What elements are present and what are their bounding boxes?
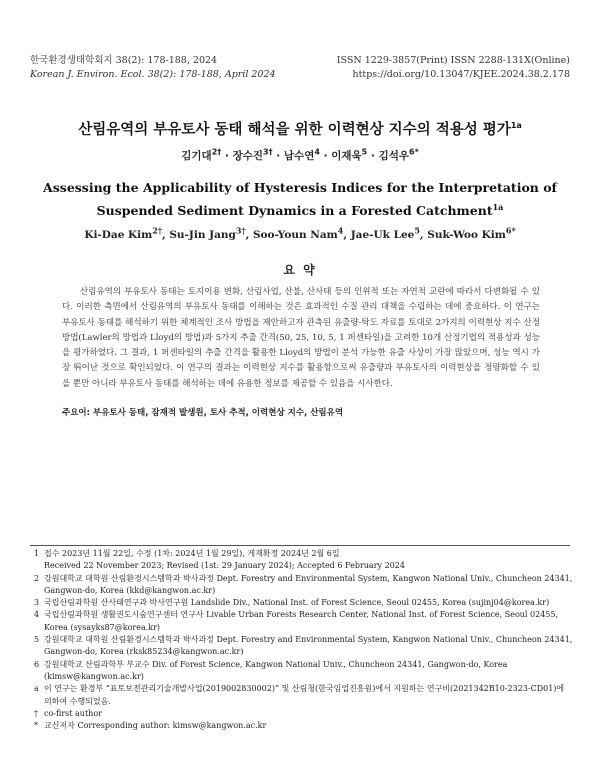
title-korean-text: 산림유역의 부유토사 동태 해석을 위한 이력현상 지수의 적용성 평가 bbox=[78, 122, 511, 138]
doi-link[interactable]: https://doi.org/10.13047/KJEE.2024.38.2.178 bbox=[352, 69, 570, 80]
abstract-body: 산림유역의 부유토사 동태는 토지이용 변화, 산림사업, 산불, 산사태 등의 인위적 또는 자연적 교란에 따라서 다변화될 수 있다. 이러한 측면에서 산림유역의 부유토사 동태를 이해하는 것은 효과적인 수질 관리 대책을 수립하는 데에 중요하다. 이 연구는 부유토사 동태를 해석하기 위한 체계적인 조사 방법을 제안하고자 관측된 유출량-탁도 자료를 토대로 2가지의 이력현상 지수 산정 방법(Lawler의 방법과 Lloyd의 방법)과 5가지 추출 간격(50, 25, 10, 5, 1 퍼센타일)을 고려한 10개 산정기법의 적용성과 성능을 평가하였다. 그 결과, 1 퍼센타일의 추출 간격을 활용한 Lloyd의 방법이 분석 가능한 유출 사상이 가장 많았으며, 성능 역시 가장 뛰어난 것으로 확인되었다. 이 연구의 결과는 이력현상 지수를 활용함으로써 유출량과 부유토사의 이력현상을 정량화할 수 있을 뿐만 아니라 부유토사 동태를 해석하는 데에 유용한 정보를 제공할 수 있음을 시사한다. bbox=[62, 287, 540, 389]
footnote-item: 5 강원대학교 대학원 산림환경시스템학과 박사과정 Dept. Forestry and Environmental System, Kangwon National Univ., Chuncheon 24341, Gangwon-do, Korea (rksk85234@kangwon.ac.kr) bbox=[34, 635, 573, 657]
author-ko-3: 남수연$^4$ bbox=[283, 147, 320, 162]
title-english-footnote-mark: 1a bbox=[492, 201, 504, 212]
footnote-item: 3 국립산림과학원 산사태연구과 박사연구원 Landslide Div., National Inst. of Forest Science, Seoul 02455, Korea (sujinj04@korea.kr) bbox=[34, 598, 550, 608]
author-ko-1: 김기대$^{2\dagger}$ bbox=[181, 147, 222, 162]
author-en-2: Su-Jin Jang$^{3\dagger}$ bbox=[169, 225, 246, 241]
author-en-4: Jae-Uk Lee$^5$ bbox=[350, 225, 420, 241]
authors-korean: 김기대$^{2\dagger}$ · 장수진$^{3\dagger}$ · 남수연$^4$ · 이재욱$^5$ · 김석우$^{6*}$ bbox=[181, 147, 419, 162]
title-english bbox=[30, 176, 570, 222]
footnote-item: 6 강원대학교 산림과학부 부교수 Div. of Forest Science, Kangwon National Univ., Chuncheon 24341, Gangwon-do, Korea (kimsw@kangwon.ac.kr) bbox=[34, 659, 508, 681]
footnote-item: † co-first author bbox=[34, 708, 102, 718]
keywords: 주요어: 부유토사 동태, 잠재적 발생원, 토사 추적, 이력현상 지수, 산림유역 bbox=[62, 408, 344, 418]
author-en-3: Soo-Youn Nam$^4$ bbox=[252, 225, 344, 241]
author-en-5: Suk-Woo Kim$^{6*}$ bbox=[427, 225, 516, 241]
author-ko-4: 이재욱$^5$ bbox=[331, 147, 368, 162]
footnote-divider bbox=[30, 545, 570, 546]
footnote-item: 1 접수 2023년 11월 22일, 수정 (1차: 2024년 1월 29일), 게재확정 2024년 2월 6일 bbox=[34, 549, 340, 558]
title-korean bbox=[0, 118, 600, 139]
journal-name-korean: 한국환경생태학회지 38(2): 178-188, 2024 bbox=[30, 55, 218, 66]
footnote-item: Received 22 November 2023; Revised (1st: 29 January 2024); Accepted 6 February 2024 bbox=[44, 561, 405, 571]
author-en-1: Ki-Dae Kim$^{2\dagger}$ bbox=[84, 225, 163, 241]
authors-english: Ki-Dae Kim$^{2\dagger}$, Su-Jin Jang$^{3\dagger}$, Soo-Youn Nam$^4$, Jae-Uk Lee$^5$, Suk-Woo Kim$^{6*}$ bbox=[84, 225, 516, 241]
title-english-text: Assessing the Applicability of Hysteresis Indices for the Interpretation of Suspended Sediment Dynamics in a Forested Catchment bbox=[43, 180, 557, 218]
footnote-item: a 이 연구는 환경부 “표토보전관리기술개발사업(2019002830002)” 및 산림청(한국임업진흥원)에서 지원하는 연구비(2021342B10-2323-CD01)에 의하여 수행되었음. bbox=[34, 684, 565, 706]
footnote-item: 2 강원대학교 대학원 산림환경시스템학과 박사과정 Dept. Forestry and Environmental System, Kangwon National Univ., Chuncheon 24341, Gangwon-do, Korea (kkd@kangwon.ac.kr) bbox=[34, 573, 573, 595]
issn: ISSN 1229-3857(Print) ISSN 2288-131X(Online) bbox=[336, 55, 570, 66]
author-ko-5: 김석우$^{6*}$ bbox=[378, 147, 419, 162]
footnotes bbox=[34, 548, 574, 732]
title-korean-footnote-mark: 1a bbox=[510, 121, 522, 131]
footnote-item: * 교신저자 Corresponding author: kimsw@kangwon.ac.kr bbox=[34, 721, 267, 731]
journal-citation bbox=[30, 54, 276, 82]
journal-identifiers bbox=[337, 54, 570, 82]
journal-name-english: Korean J. Environ. Ecol. 38(2): 178-188, April 2024 bbox=[30, 69, 276, 80]
abstract-heading: 요 약 bbox=[283, 263, 317, 277]
author-ko-2: 장수진$^{3\dagger}$ bbox=[232, 147, 273, 162]
footnote-item: 4 국립산림과학원 생활권도시숲연구센터 연구사 Livable Urban Forests Research Center, National Inst. of Forest Science, Seoul 02455, Korea (sysayks87@korea.kr) bbox=[34, 610, 559, 632]
